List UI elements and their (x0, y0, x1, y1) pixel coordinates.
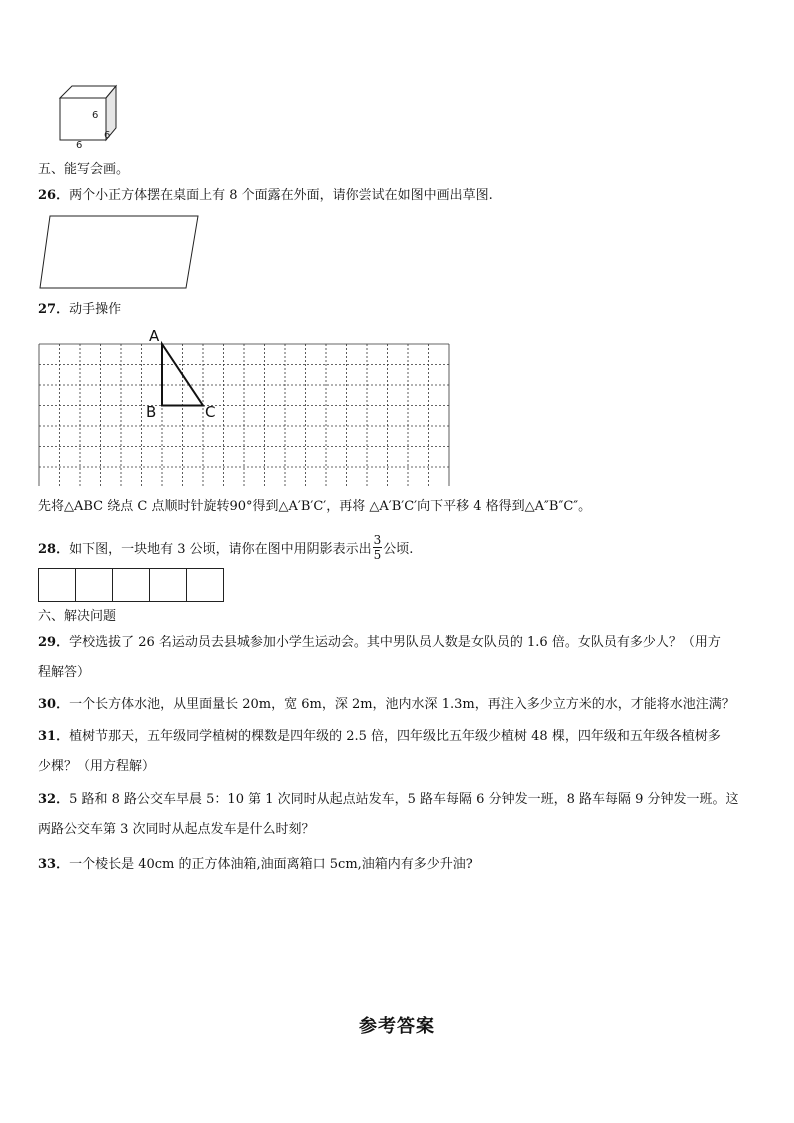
label-b: B (146, 403, 157, 421)
question-text-after: 公顷. (383, 542, 414, 557)
question-number: 30． (38, 697, 70, 712)
label-a: A (149, 327, 160, 345)
question-text: 动手操作 (69, 302, 122, 317)
land-boxes (38, 568, 224, 602)
land-box[interactable] (112, 568, 150, 602)
section6-title: 六、解决问题 (38, 609, 117, 624)
question-number: 26． (38, 188, 70, 203)
question-text: 一个棱长是 40cm 的正方体油箱,油面离箱口 5cm,油箱内有多少升油? (69, 857, 473, 872)
question-28 (38, 535, 764, 564)
cube-label-side: 6 (104, 130, 111, 141)
question-text: 5 路和 8 路公交车早晨 5：10 第 1 次同时从起点站发车，5 路车每隔 6 分钟发一班，8 路车每隔 9 分钟发一班。这 (69, 792, 739, 807)
question-text: 两个小正方体摆在桌面上有 8 个面露在外面，请你尝试在如图中画出草图. (69, 188, 493, 203)
question-number: 28． (38, 542, 70, 557)
question-33 (38, 855, 764, 875)
question-number: 32． (38, 792, 70, 807)
question-32 (38, 790, 764, 810)
question-text: 一个长方体水池，从里面量长 20m，宽 6m，深 2m，池内水深 1.3m，再注入多少立方米的水，才能将水池注满？ (69, 697, 735, 712)
question-31 (38, 727, 764, 747)
question-32-cont: 两路公交车第 3 次同时从起点发车是什么时刻？ (38, 822, 315, 837)
question-31-cont: 少棵？（用方程解） (38, 759, 156, 774)
land-box[interactable] (38, 568, 76, 602)
question-30 (38, 695, 764, 715)
question-29-cont: 程解答） (38, 665, 91, 680)
parallelogram-drawing-area (38, 214, 203, 294)
question-29 (38, 633, 764, 653)
cube-figure (50, 80, 120, 155)
cube-label-front: 6 (92, 110, 99, 121)
question-text: 学校选拔了 26 名运动员去县城参加小学生运动会。其中男队员人数是女队员的 1.6 倍。女队员有多少人？（用方 (69, 635, 721, 650)
fraction-numerator: 3 (373, 533, 382, 547)
question-text: 如下图，一块地有 3 公顷，请你在图中用阴影表示出 (69, 542, 372, 557)
dotted-grid (38, 340, 450, 486)
fraction-denominator: 5 (373, 548, 382, 562)
question-27 (38, 300, 764, 320)
label-c: C (205, 403, 216, 421)
fraction (373, 533, 383, 562)
land-box[interactable] (149, 568, 187, 602)
question-text: 植树节那天，五年级同学植树的棵数是四年级的 2.5 倍，四年级比五年级少植树 48 棵，四年级和五年级各植树多 (69, 729, 721, 744)
q27-instruction: 先将△ABC 绕点 C 点顺时针旋转90°得到△A′B′C′，再将 △A′B′C′向下平移 4 格得到△A″B″C″。 (38, 499, 592, 514)
land-box[interactable] (75, 568, 113, 602)
land-box[interactable] (186, 568, 224, 602)
cube-label-bottom: 6 (76, 140, 83, 151)
question-number: 27． (38, 302, 70, 317)
question-26 (38, 186, 764, 206)
answers-heading: 参考答案 (359, 1016, 435, 1037)
question-number: 29． (38, 635, 70, 650)
question-number: 31． (38, 729, 70, 744)
section5-title: 五、能写会画。 (38, 162, 130, 177)
question-number: 33． (38, 857, 70, 872)
